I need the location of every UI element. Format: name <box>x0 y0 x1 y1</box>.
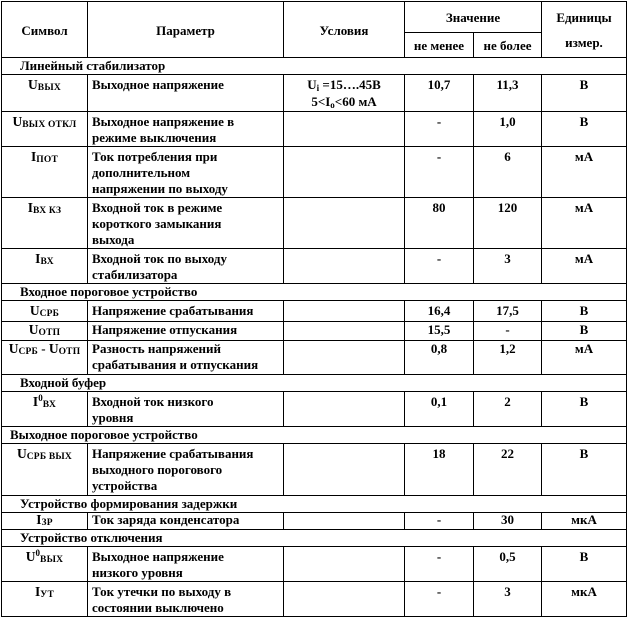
section-row <box>2 496 627 513</box>
symbol-base: U <box>29 303 40 318</box>
symbol-cell <box>2 341 88 375</box>
conditions-cell <box>284 513 405 530</box>
parameter-cell: Напряжение срабатывания <box>88 301 284 322</box>
conditions-cell <box>284 392 405 427</box>
condition-subscript: i <box>316 83 320 93</box>
max-value: 0,5 <box>474 547 542 582</box>
section-title: Входное пороговое устройство <box>2 284 627 301</box>
table-row <box>2 513 627 530</box>
symbol-cell <box>2 249 88 284</box>
table-row <box>2 249 627 284</box>
condition-text: <60 мА <box>334 94 377 109</box>
symbol-subscript: ЗР <box>41 518 53 528</box>
table-row <box>2 301 627 322</box>
max-value: 17,5 <box>474 301 542 322</box>
parameter-cell: Выходное напряжение <box>88 75 284 112</box>
units-value: мкА <box>542 513 627 530</box>
units-value: мА <box>542 147 627 198</box>
symbol-cell <box>2 75 88 112</box>
symbol-subscript: ВХ <box>40 257 54 267</box>
symbol-subscript: ВЫХ <box>37 83 61 93</box>
symbol-base: I <box>27 200 33 215</box>
symbol-base: U <box>25 549 36 564</box>
symbol-subscript: ОТП <box>58 347 81 357</box>
table-row <box>2 112 627 147</box>
parameter-cell: Входной ток в режиме короткого замыкания выхода <box>88 198 284 249</box>
units-value: мкА <box>542 582 627 617</box>
conditions-cell <box>284 301 405 322</box>
conditions-cell <box>284 112 405 147</box>
parameter-cell: Ток утечки по выходу в состоянии выключено <box>88 582 284 617</box>
section-row <box>2 284 627 301</box>
symbol-superscript: 0 <box>38 393 43 403</box>
conditions-cell <box>284 341 405 375</box>
min-value: 0,1 <box>405 392 474 427</box>
symbol-base: I <box>31 149 37 164</box>
condition-text: =15….45В <box>319 77 381 92</box>
symbol-base: U <box>28 77 38 92</box>
table-row <box>2 198 627 249</box>
symbol-cell <box>2 301 88 322</box>
units-value: В <box>542 75 627 112</box>
symbol-separator: - <box>37 341 49 356</box>
symbol-subscript: ВЫХ <box>40 555 64 565</box>
conditions-cell <box>284 147 405 198</box>
table-row <box>2 341 627 375</box>
header-parameter: Параметр <box>88 2 284 58</box>
units-value: В <box>542 112 627 147</box>
parameter-cell: Входной ток по выходу стабилизатора <box>88 249 284 284</box>
units-value: В <box>542 547 627 582</box>
symbol-cell <box>2 444 88 496</box>
min-value: - <box>405 513 474 530</box>
max-value: 3 <box>474 582 542 617</box>
symbol-base: U <box>8 341 19 356</box>
conditions-cell <box>284 582 405 617</box>
table-header <box>2 2 627 58</box>
max-value: 120 <box>474 198 542 249</box>
min-value: - <box>405 249 474 284</box>
symbol-base: I <box>35 584 41 599</box>
units-value: мА <box>542 341 627 375</box>
min-value: - <box>405 582 474 617</box>
parameters-table <box>1 1 627 617</box>
section-title: Устройство формирования задержки <box>2 496 627 513</box>
conditions-cell <box>284 322 405 341</box>
max-value: 30 <box>474 513 542 530</box>
table-row <box>2 322 627 341</box>
min-value: - <box>405 112 474 147</box>
min-value: 16,4 <box>405 301 474 322</box>
max-value: 3 <box>474 249 542 284</box>
header-row <box>2 2 627 33</box>
table-row <box>2 147 627 198</box>
header-units-line2: измер. <box>565 35 603 50</box>
condition-subscript: o <box>330 100 335 110</box>
max-value: - <box>474 322 542 341</box>
symbol-cell <box>2 547 88 582</box>
units-value: мА <box>542 198 627 249</box>
max-value: 11,3 <box>474 75 542 112</box>
parameter-cell: Выходное напряжение низкого уровня <box>88 547 284 582</box>
symbol-base: U <box>12 114 23 129</box>
header-conditions: Условия <box>284 2 405 58</box>
min-value: - <box>405 547 474 582</box>
symbol-subscript: ВХ <box>42 400 57 410</box>
symbol-base: I <box>35 251 41 266</box>
parameter-cell: Ток заряда конденсатора <box>88 513 284 530</box>
units-value: мА <box>542 249 627 284</box>
section-title: Входной буфер <box>2 375 627 392</box>
symbol-subscript: ВЫХ ОТКЛ <box>22 120 77 130</box>
parameter-cell: Выходное напряжение в режиме выключения <box>88 112 284 147</box>
header-max: не более <box>474 33 542 58</box>
table-row <box>2 75 627 112</box>
condition-text: U <box>307 77 317 92</box>
symbol-subscript: ОТП <box>38 328 61 338</box>
section-row <box>2 427 627 444</box>
min-value: 18 <box>405 444 474 496</box>
conditions-cell <box>284 444 405 496</box>
min-value: 0,8 <box>405 341 474 375</box>
symbol-cell <box>2 147 88 198</box>
symbol-superscript: 0 <box>35 548 41 558</box>
min-value: 15,5 <box>405 322 474 341</box>
symbol-base: U <box>17 446 27 461</box>
table-row <box>2 392 627 427</box>
conditions-cell <box>284 198 405 249</box>
max-value: 1,0 <box>474 112 542 147</box>
header-symbol: Символ <box>2 2 88 58</box>
condition-text: 5<I <box>311 94 331 109</box>
conditions-cell <box>284 75 405 112</box>
section-title: Устройство отключения <box>2 530 627 547</box>
parameter-cell: Ток потребления при дополнительном напряжении по выходу <box>88 147 284 198</box>
condition-line <box>288 77 400 94</box>
symbol-base: I <box>32 394 39 409</box>
symbol-cell <box>2 322 88 341</box>
units-value: В <box>542 392 627 427</box>
min-value: 10,7 <box>405 75 474 112</box>
symbol-cell <box>2 198 88 249</box>
section-title: Выходное пороговое устройство <box>2 427 627 444</box>
symbol-base: I <box>36 512 42 527</box>
symbol-cell <box>2 392 88 427</box>
symbol-subscript: СРБ <box>18 347 38 357</box>
header-value: Значение <box>405 2 542 33</box>
parameter-cell: Напряжение срабатывания выходного порогового устройства <box>88 444 284 496</box>
condition-line <box>288 94 400 111</box>
symbol-cell <box>2 112 88 147</box>
max-value: 6 <box>474 147 542 198</box>
symbol-base: U <box>28 322 39 337</box>
symbol-base: U <box>48 341 59 356</box>
parameter-cell: Разность напряжений срабатывания и отпускания <box>88 341 284 375</box>
section-title: Линейный стабилизатор <box>2 58 627 75</box>
table-row <box>2 444 627 496</box>
max-value: 1,2 <box>474 341 542 375</box>
units-value: В <box>542 322 627 341</box>
section-row <box>2 58 627 75</box>
symbol-subscript: СРБ ВЫХ <box>26 452 72 462</box>
parameter-cell: Напряжение отпускания <box>88 322 284 341</box>
header-units <box>542 2 627 58</box>
max-value: 2 <box>474 392 542 427</box>
section-row <box>2 530 627 547</box>
conditions-cell <box>284 547 405 582</box>
table-body <box>2 58 627 617</box>
symbol-cell <box>2 513 88 530</box>
symbol-subscript: ПОТ <box>36 155 58 165</box>
symbol-cell <box>2 582 88 617</box>
symbol-subscript: УТ <box>40 590 54 600</box>
parameter-cell: Входной ток низкого уровня <box>88 392 284 427</box>
section-row <box>2 375 627 392</box>
min-value: - <box>405 147 474 198</box>
units-value: В <box>542 444 627 496</box>
table-row <box>2 582 627 617</box>
symbol-subscript: СРБ <box>39 309 60 319</box>
header-min: не менее <box>405 33 474 58</box>
symbol-subscript: ВХ КЗ <box>33 206 62 216</box>
table-row <box>2 547 627 582</box>
min-value: 80 <box>405 198 474 249</box>
units-value: В <box>542 301 627 322</box>
conditions-cell <box>284 249 405 284</box>
max-value: 22 <box>474 444 542 496</box>
header-units-line1: Единицы <box>556 10 612 25</box>
